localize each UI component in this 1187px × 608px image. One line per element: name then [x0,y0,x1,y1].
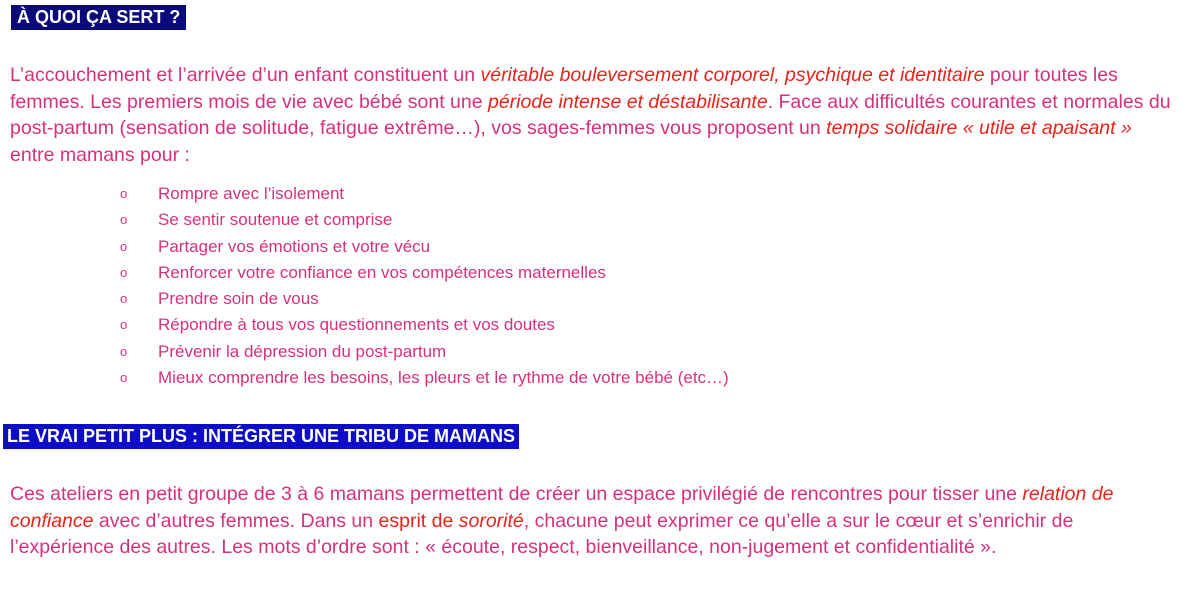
workshop-text-3: , chacune peut exprimer ce qu’elle a sur le cœur et s’enrichir de l’expérience des autres. Les mots d’ordre sont : « écoute, respect, bienveillance, non-jugement et confidentialité ». [10,509,1074,558]
bullet-icon: o [120,264,128,280]
intro-paragraph [10,62,1180,168]
section-heading-extra: LE VRAI PETIT PLUS : INTÉGRER UNE TRIBU DE MAMANS [3,424,519,449]
intro-text-4: entre mamans pour : [10,143,190,166]
emphasis-upheaval: véritable bouleversement corporel, psychique et identitaire [480,64,985,86]
list-item [118,365,729,391]
list-item-text: Prendre soin de vous [158,289,319,309]
workshop-text-1: Ces ateliers en petit groupe de 3 à 6 mamans permettent de créer un espace privilégié de rencontres pour tisser une [10,483,1023,505]
intro-text-1: L’accouchement et l’arrivée d’un enfant constituent un [10,64,481,86]
bullet-icon: o [120,317,128,333]
bullet-icon: o [120,186,128,201]
list-item-text: Répondre à tous vos questionnements et vos doutes [158,315,555,335]
emphasis-trust: relation de confiance [10,483,1114,532]
bullet-icon: o [120,291,128,307]
workshop-paragraph [10,481,1180,561]
emphasis-solidarity-time: temps solidaire « utile et apaisant » [826,117,1132,139]
list-item [118,286,729,312]
bullet-icon: o [120,343,128,359]
bullet-icon: o [120,238,128,254]
list-item-text: Rompre avec l’isolement [158,184,345,203]
list-item [118,260,729,286]
emphasis-spirit: esprit de [378,509,459,532]
list-item-text: Renforcer votre confiance en vos compétences maternelles [158,262,606,282]
workshop-text-2: avec d’autres femmes. Dans un [93,509,379,532]
section-heading-what-for: À QUOI ÇA SERT ? [11,5,186,30]
list-item-text: Mieux comprendre les besoins, les pleurs et le rythme de votre bébé (etc…) [158,368,729,388]
intro-text-2: pour toutes les femmes. Les premiers mois de vie avec bébé sont une [10,64,1118,113]
bullet-icon: o [120,212,128,228]
list-item-text: Partager vos émotions et votre vécu [158,236,431,256]
list-item [118,207,729,233]
benefits-list [118,181,729,391]
list-item-text: Se sentir soutenue et comprise [158,210,393,230]
list-item [118,339,729,365]
emphasis-intense-period: période intense et déstabilisante [487,90,768,113]
list-item [118,181,729,207]
emphasis-sorority: sororité [458,509,524,532]
bullet-icon: o [120,370,128,386]
list-item [118,312,729,338]
list-item-text: Prévenir la dépression du post-partum [158,341,447,361]
intro-text-3: . Face aux difficultés courantes et normales du post-partum (sensation de solitude, fatigue extrême…), vos sages-femmes vous proposent un [10,90,1171,139]
list-item [118,234,729,260]
